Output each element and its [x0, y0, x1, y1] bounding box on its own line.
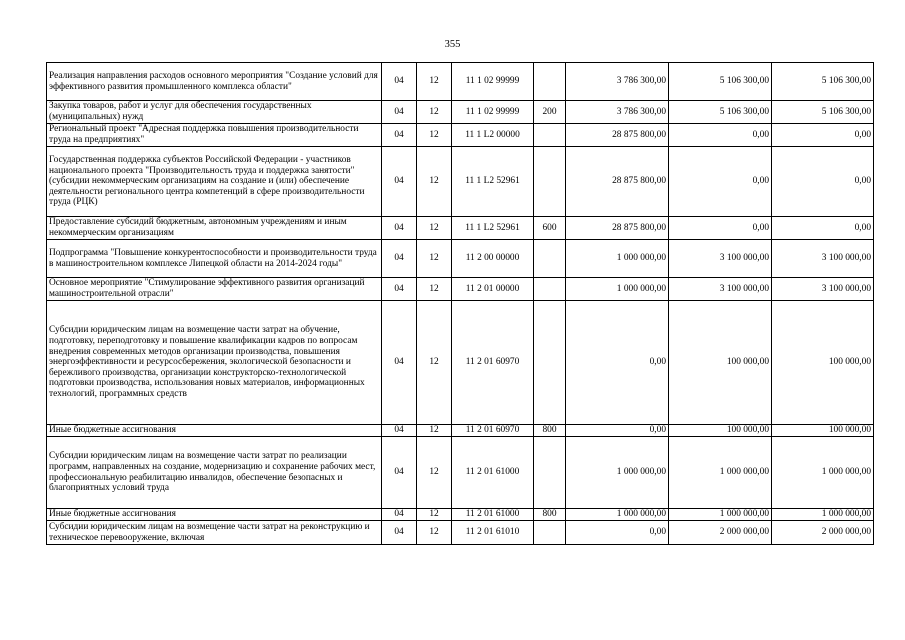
row-amount-year2: 0,00	[669, 124, 772, 147]
row-target-code: 11 1 L2 52961	[452, 217, 534, 240]
row-target-code: 11 1 L2 00000	[452, 124, 534, 147]
table-row	[47, 278, 874, 301]
row-section: 04	[382, 63, 417, 101]
row-expense-type	[534, 301, 566, 425]
row-target-code: 11 2 01 61010	[452, 521, 534, 545]
row-amount-year2: 2 000 000,00	[669, 521, 772, 545]
row-amount-year2: 100 000,00	[669, 425, 772, 437]
row-section: 04	[382, 240, 417, 278]
row-name: Предоставление субсидий бюджетным, автономным учреждениям и иным некоммерческим организациям	[47, 217, 382, 240]
row-section: 04	[382, 509, 417, 521]
row-amount-year2: 0,00	[669, 147, 772, 217]
row-amount-year3: 5 106 300,00	[772, 101, 874, 124]
row-amount-year1: 1 000 000,00	[566, 509, 669, 521]
row-amount-year2: 1 000 000,00	[669, 437, 772, 509]
row-target-code: 11 2 01 00000	[452, 278, 534, 301]
row-subsection: 12	[417, 217, 452, 240]
row-subsection: 12	[417, 101, 452, 124]
row-name: Закупка товаров, работ и услуг для обеспечения государственных (муниципальных) нужд	[47, 101, 382, 124]
row-subsection: 12	[417, 124, 452, 147]
row-amount-year1: 28 875 800,00	[566, 124, 669, 147]
row-amount-year1: 3 786 300,00	[566, 63, 669, 101]
row-subsection: 12	[417, 509, 452, 521]
row-target-code: 11 2 01 60970	[452, 425, 534, 437]
row-amount-year2: 3 100 000,00	[669, 278, 772, 301]
row-target-code: 11 2 01 61000	[452, 437, 534, 509]
row-amount-year2: 1 000 000,00	[669, 509, 772, 521]
table-row	[47, 521, 874, 545]
row-amount-year1: 0,00	[566, 521, 669, 545]
row-section: 04	[382, 437, 417, 509]
row-amount-year3: 3 100 000,00	[772, 278, 874, 301]
row-section: 04	[382, 278, 417, 301]
row-amount-year2: 100 000,00	[669, 301, 772, 425]
row-name: Субсидии юридическим лицам на возмещение части затрат на реконструкцию и техническое перевооружение, включая	[47, 521, 382, 545]
budget-table	[46, 62, 874, 545]
row-name: Субсидии юридическим лицам на возмещение части затрат по реализации программ, направленных на создание, модернизацию и сохранение рабочих мест, профессиональную реабилитацию инвалидов, обеспечение безопасных и благоприятных условий труда	[47, 437, 382, 509]
row-name: Иные бюджетные ассигнования	[47, 425, 382, 437]
row-amount-year3: 0,00	[772, 217, 874, 240]
row-subsection: 12	[417, 240, 452, 278]
row-amount-year3: 100 000,00	[772, 425, 874, 437]
row-expense-type	[534, 437, 566, 509]
row-amount-year1: 1 000 000,00	[566, 240, 669, 278]
row-expense-type	[534, 63, 566, 101]
row-expense-type	[534, 124, 566, 147]
row-amount-year1: 0,00	[566, 301, 669, 425]
row-amount-year2: 5 106 300,00	[669, 63, 772, 101]
table-row	[47, 425, 874, 437]
row-name: Государственная поддержка субъектов Российской Федерации - участников национального проекта "Производительность труда и поддержка занятости" (субсидии некоммерческим организациям на создание и (или) обеспечение деятельности регионального центра компетенций в сфере производительности труда (РЦК)	[47, 147, 382, 217]
table-row	[47, 437, 874, 509]
row-amount-year3: 1 000 000,00	[772, 509, 874, 521]
row-amount-year1: 0,00	[566, 425, 669, 437]
row-subsection: 12	[417, 425, 452, 437]
row-amount-year1: 28 875 800,00	[566, 147, 669, 217]
row-amount-year3: 0,00	[772, 124, 874, 147]
row-target-code: 11 1 02 99999	[452, 101, 534, 124]
row-subsection: 12	[417, 437, 452, 509]
table-row	[47, 101, 874, 124]
table-row	[47, 240, 874, 278]
row-expense-type	[534, 521, 566, 545]
row-subsection: 12	[417, 278, 452, 301]
row-expense-type: 600	[534, 217, 566, 240]
row-subsection: 12	[417, 521, 452, 545]
row-target-code: 11 2 01 60970	[452, 301, 534, 425]
row-expense-type	[534, 240, 566, 278]
row-amount-year3: 100 000,00	[772, 301, 874, 425]
row-amount-year1: 3 786 300,00	[566, 101, 669, 124]
row-subsection: 12	[417, 63, 452, 101]
row-amount-year1: 28 875 800,00	[566, 217, 669, 240]
row-name: Региональный проект "Адресная поддержка повышения производительности труда на предприятиях"	[47, 124, 382, 147]
table-row	[47, 147, 874, 217]
row-amount-year2: 3 100 000,00	[669, 240, 772, 278]
row-name: Основное мероприятие "Стимулирование эффективного развития организаций машиностроительной отрасли"	[47, 278, 382, 301]
row-name: Реализация направления расходов основного мероприятия "Создание условий для эффективного развития промышленного комплекса области"	[47, 63, 382, 101]
row-subsection: 12	[417, 147, 452, 217]
row-expense-type	[534, 278, 566, 301]
table-row	[47, 217, 874, 240]
row-target-code: 11 2 00 00000	[452, 240, 534, 278]
row-expense-type: 200	[534, 101, 566, 124]
row-amount-year3: 2 000 000,00	[772, 521, 874, 545]
row-amount-year1: 1 000 000,00	[566, 437, 669, 509]
row-amount-year1: 1 000 000,00	[566, 278, 669, 301]
row-section: 04	[382, 147, 417, 217]
row-section: 04	[382, 217, 417, 240]
table-row	[47, 63, 874, 101]
row-name: Иные бюджетные ассигнования	[47, 509, 382, 521]
row-section: 04	[382, 425, 417, 437]
row-section: 04	[382, 301, 417, 425]
row-section: 04	[382, 101, 417, 124]
table-row	[47, 509, 874, 521]
row-amount-year3: 0,00	[772, 147, 874, 217]
row-amount-year2: 0,00	[669, 217, 772, 240]
row-subsection: 12	[417, 301, 452, 425]
row-section: 04	[382, 521, 417, 545]
page-number: 355	[444, 39, 461, 50]
row-amount-year2: 5 106 300,00	[669, 101, 772, 124]
table-row	[47, 124, 874, 147]
row-expense-type: 800	[534, 509, 566, 521]
row-amount-year3: 5 106 300,00	[772, 63, 874, 101]
row-target-code: 11 2 01 61000	[452, 509, 534, 521]
row-name: Подпрограмма "Повышение конкурентоспособности и производительности труда в машиностроительном комплексе Липецкой области на 2014-2024 годы"	[47, 240, 382, 278]
table-row	[47, 301, 874, 425]
row-amount-year3: 1 000 000,00	[772, 437, 874, 509]
row-target-code: 11 1 L2 52961	[452, 147, 534, 217]
row-amount-year3: 3 100 000,00	[772, 240, 874, 278]
row-target-code: 11 1 02 99999	[452, 63, 534, 101]
row-expense-type	[534, 147, 566, 217]
row-name: Субсидии юридическим лицам на возмещение части затрат на обучение, подготовку, переподготовку и повышение квалификации кадров по вопросам внедрения современных методов организации производства, повышения энергоэффективности и ресурсосбережения, экологической безопасности и бережливого производства, организации конструкторско-технологической подготовки производства, использования новых материалов, информационных технологий, программных средств	[47, 301, 382, 425]
row-section: 04	[382, 124, 417, 147]
row-expense-type: 800	[534, 425, 566, 437]
